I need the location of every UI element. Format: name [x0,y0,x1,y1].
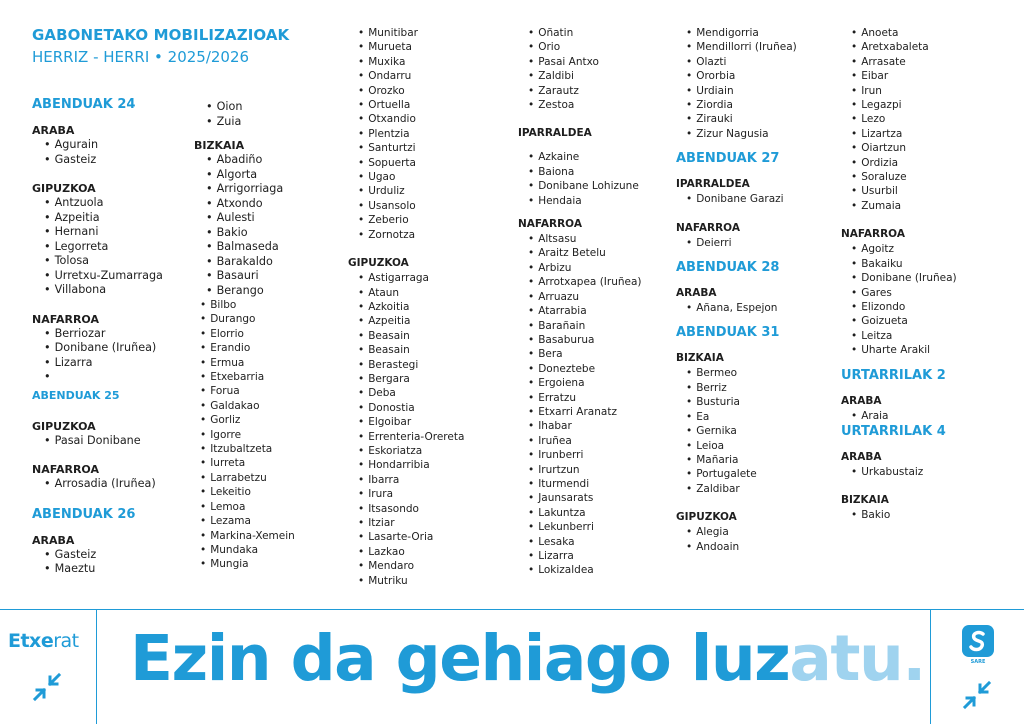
town-item: • Azkaine [528,150,642,164]
sare-s-icon [962,625,994,657]
column-5 [676,26,797,554]
town-item: • Bermeo [686,366,797,380]
town-item: • Altsasu [528,232,642,246]
town-item: • Munitibar [358,26,464,40]
town-item: • Beasain [358,343,464,357]
town-item: • Usansolo [358,199,464,213]
town-list [194,298,295,572]
town-item: • Aretxabaleta [851,40,957,54]
town-list [851,465,957,479]
town-item: • Jaunsarats [528,491,642,505]
town-item: • Zuia [206,115,295,130]
town-item: • Azkoitia [358,300,464,314]
town-item: • Bakaiku [851,257,957,271]
town-item: • Sopuerta [358,156,464,170]
town-item: • Hernani [44,225,163,240]
town-item: • Lizarra [528,549,642,563]
etxerat-logo [8,630,79,652]
town-item: • Zestoa [528,98,642,112]
region-heading: ARABA [841,450,882,463]
town-item: • Arrasate [851,55,957,69]
town-item: • Andoain [686,540,797,554]
town-item: • Hondarribia [358,458,464,472]
date-heading: URTARRILAK 4 [841,423,946,439]
town-item: • Lizarra [44,356,163,371]
town-item: • Zizur Nagusia [686,127,797,141]
town-item: • Elorrio [200,327,295,341]
town-item: • Mañaria [686,453,797,467]
town-item: • Ordizia [851,156,957,170]
date-heading: ABENDUAK 24 [32,97,136,112]
date-heading: URTARRILAK 2 [841,367,946,383]
town-item: • Eskoriatza [358,444,464,458]
sare-logo-label: SARE [970,659,986,665]
town-item: • Donostia [358,401,464,415]
town-item: • Etxarri Aranatz [528,405,642,419]
date-heading: ABENDUAK 28 [676,260,780,276]
town-item: • Irunberri [528,448,642,462]
town-item: • Orozko [358,84,464,98]
town-item: • Lesaka [528,535,642,549]
town-list [686,192,797,206]
region-heading: IPARRALDEA [676,178,750,191]
town-item: • Donibane (Iruñea) [44,341,163,356]
town-item: • Urdiain [686,84,797,98]
region-heading: NAFARROA [32,312,99,326]
town-item: • Doneztebe [528,362,642,376]
region-heading: ARABA [32,533,75,547]
town-item: • Mendigorria [686,26,797,40]
town-item: • Azpeitia [44,211,163,226]
town-list [32,477,163,492]
town-item: • Usurbil [851,184,957,198]
town-list [686,236,797,250]
region-heading: GIPUZKOA [676,511,737,524]
town-item: • Arruazu [528,290,642,304]
town-item: • Deba [358,386,464,400]
town-item: • Markina-Xemein [200,529,295,543]
town-item: • Galdakao [200,399,295,413]
town-list [32,327,163,385]
town-item: • Erratzu [528,391,642,405]
town-item: • Deierri [686,236,797,250]
town-item: • Lizartza [851,127,957,141]
town-item: • Etxebarria [200,370,295,384]
town-item: • Gasteiz [44,548,163,563]
town-item: • Azpeitia [358,314,464,328]
town-item: • Portugalete [686,467,797,481]
town-item: • Legazpi [851,98,957,112]
town-item: • Mendillorri (Iruñea) [686,40,797,54]
town-list [194,100,295,129]
date-heading: ABENDUAK 27 [676,151,780,167]
town-item: • Ergoiena [528,376,642,390]
town-item: • Muxika [358,55,464,69]
town-item: • Igorre [200,428,295,442]
footer-top-rule [0,609,1024,610]
town-item: • Oñatin [528,26,642,40]
footer-divider-right [930,609,931,724]
town-item: • Maeztu [44,562,163,577]
town-item: • Pasai Antxo [528,55,642,69]
town-item: • Erandio [200,341,295,355]
town-item: • Bilbo [200,298,295,312]
town-item: • Gorliz [200,413,295,427]
town-list [686,366,797,496]
slogan-text-faded: atu. [789,622,925,695]
town-item: • Larrabetzu [200,471,295,485]
region-heading: ARABA [841,394,882,407]
region-heading: NAFARROA [841,228,905,241]
town-item: • Antzuola [44,196,163,211]
sare-logo-icon [962,625,994,657]
town-item: • Oiartzun [851,141,957,155]
town-item: • Lekeitio [200,485,295,499]
town-item: • Iturmendi [528,477,642,491]
town-list [194,153,295,298]
column-3 [348,26,465,588]
converging-arrows-icon [962,680,992,710]
town-item: • Villabona [44,283,163,298]
town-item: • Pasai Donibane [44,434,163,449]
town-item: • Basaburua [528,333,642,347]
town-item: • Santurtzi [358,141,464,155]
town-item: • Bakio [206,226,295,241]
region-heading: IPARRALDEA [518,127,592,140]
town-item: • Goizueta [851,314,957,328]
town-item: • Errenteria-Orereta [358,430,464,444]
town-item: • Donibane Lohizune [528,179,642,193]
town-item: • Zarautz [528,84,642,98]
town-item: • Urretxu-Zumarraga [44,269,163,284]
town-item: • Lemoa [200,500,295,514]
converging-arrows-icon [32,672,62,702]
town-item: • Irun [851,84,957,98]
town-item: • Murueta [358,40,464,54]
poster-title: GABONETAKO MOBILIZAZIOAK [32,26,290,44]
town-item: • Irura [358,487,464,501]
region-heading: GIPUZKOA [348,257,409,270]
town-item: • Berriz [686,381,797,395]
town-item: • Leitza [851,329,957,343]
town-item: • Baiona [528,165,642,179]
town-item: • Lezo [851,112,957,126]
town-item: • Mungia [200,557,295,571]
town-item: • Aulesti [206,211,295,226]
date-heading: ABENDUAK 26 [32,506,136,522]
town-list [851,508,957,522]
town-item: • Plentzia [358,127,464,141]
town-item: • Astigarraga [358,271,464,285]
town-item: • Lekunberri [528,520,642,534]
region-heading: GIPUZKOA [32,182,96,195]
town-list [528,232,642,578]
town-list [686,26,797,141]
town-item: • Tolosa [44,254,163,269]
footer-divider-left [96,609,97,724]
town-list [32,548,163,577]
town-item: • Otxandio [358,112,464,126]
town-item: • Lakuntza [528,506,642,520]
town-list [32,196,163,298]
town-item: • Anoeta [851,26,957,40]
town-item: • Ondarru [358,69,464,83]
town-list [851,242,957,357]
column-2 [194,100,295,572]
logo-part: rat [53,630,79,652]
town-item: • Agoitz [851,242,957,256]
town-item: • Donibane Garazi [686,192,797,206]
town-item: • Barañain [528,319,642,333]
column-1 [32,96,163,577]
town-item: • Arbizu [528,261,642,275]
town-item: • Elizondo [851,300,957,314]
town-item: • Lazkao [358,545,464,559]
region-heading: BIZKAIA [841,494,889,507]
town-item: • Basauri [206,269,295,284]
town-item: • Berango [206,284,295,299]
town-item: • Bakio [851,508,957,522]
town-item: • Mundaka [200,543,295,557]
town-item: • Arrigorriaga [206,182,295,197]
region-heading: ARABA [32,124,75,137]
town-item: • Oion [206,100,295,115]
town-item: • Agurain [44,138,163,153]
region-heading: BIZKAIA [194,139,245,152]
town-item: • Ugao [358,170,464,184]
town-item: • Zornotza [358,228,464,242]
town-item: • Uharte Arakil [851,343,957,357]
town-item: • Mendaro [358,559,464,573]
column-6 [841,26,957,523]
town-item: • Alegia [686,525,797,539]
town-item: • Iruñea [528,434,642,448]
town-item: • Ziordia [686,98,797,112]
logo-part: Etxe [8,630,54,652]
town-item: • Zeberio [358,213,464,227]
slogan [130,619,925,699]
town-list [686,301,797,315]
region-heading: GIPUZKOA [32,419,96,433]
town-item: • Arrotxapea (Iruñea) [528,275,642,289]
town-item: • Zumaia [851,199,957,213]
town-item: • Bera [528,347,642,361]
date-heading: ABENDUAK 31 [676,325,780,341]
town-item: • Legorreta [44,240,163,255]
town-item: • Ea [686,410,797,424]
town-item: • Urduliz [358,184,464,198]
town-item: • Irurtzun [528,463,642,477]
region-heading: NAFARROA [32,463,99,476]
town-item: • Atarrabia [528,304,642,318]
town-item: • Eibar [851,69,957,83]
town-item: • Donibane (Iruñea) [851,271,957,285]
town-item: • Ihabar [528,419,642,433]
slogan-text: Ezin da gehiago luz [130,622,790,695]
town-item: • Ermua [200,356,295,370]
town-list [32,434,163,449]
town-item: • Elgoibar [358,415,464,429]
town-item: • Arrosadia (Iruñea) [44,477,163,492]
town-item: • Balmaseda [206,240,295,255]
town-item: • Ortuella [358,98,464,112]
town-list [528,150,642,208]
town-item: • Lezama [200,514,295,528]
poster-subtitle: HERRIZ - HERRI • 2025/2026 [32,48,250,66]
town-item: • Atxondo [206,197,295,212]
town-list [851,26,957,213]
town-item: • Añana, Espejon [686,301,797,315]
town-item: • Urkabustaiz [851,465,957,479]
town-item: • Gares [851,286,957,300]
town-list [32,138,163,167]
town-item: • Orio [528,40,642,54]
town-item: • Algorta [206,168,295,183]
town-item: • Itziar [358,516,464,530]
town-item: • Iurreta [200,456,295,470]
town-list [358,271,464,588]
town-item: • Berriozar [44,327,163,342]
town-list [686,525,797,554]
town-item: • Zaldibi [528,69,642,83]
town-item: • Berastegi [358,358,464,372]
town-list [528,26,642,112]
town-item: • Ataun [358,286,464,300]
town-item: • Leioa [686,439,797,453]
town-item: • Hendaia [528,194,642,208]
region-heading: NAFARROA [518,218,582,231]
town-list [851,409,957,423]
town-item: • Ororbia [686,69,797,83]
town-item: • Forua [200,384,295,398]
town-item: • Lasarte-Oria [358,530,464,544]
town-item: • Durango [200,312,295,326]
region-heading: BIZKAIA [676,352,724,365]
town-item: • Lokizaldea [528,563,642,577]
region-heading: NAFARROA [676,221,740,234]
town-item: • Beasain [358,329,464,343]
town-item: • Mutriku [358,574,464,588]
town-item: • Abadiño [206,153,295,168]
town-item: • Araia [851,409,957,423]
town-item: • Zirauki [686,112,797,126]
town-item: • Itsasondo [358,502,464,516]
town-item: • Gasteiz [44,153,163,168]
date-heading: ABENDUAK 25 [32,388,120,402]
town-item: • Araitz Betelu [528,246,642,260]
column-4 [518,26,642,578]
town-item: • Zaldibar [686,482,797,496]
town-item: • Itzubaltzeta [200,442,295,456]
town-item: • Olazti [686,55,797,69]
town-item: • Busturia [686,395,797,409]
town-item: • Bergara [358,372,464,386]
town-list [358,26,464,242]
town-item: • Soraluze [851,170,957,184]
town-item: • Gernika [686,424,797,438]
town-item: • Ibarra [358,473,464,487]
town-item [44,370,163,385]
town-item: • Barakaldo [206,255,295,270]
region-heading: ARABA [676,287,717,300]
